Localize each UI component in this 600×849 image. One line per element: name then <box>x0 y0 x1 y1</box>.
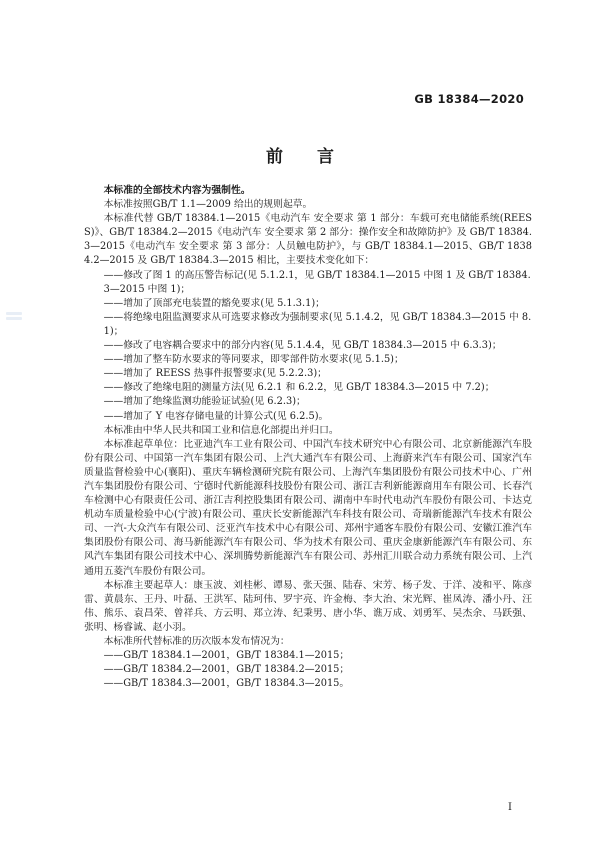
paragraph-mandatory-statement: 本标准的全部技术内容为强制性。 <box>103 185 251 196</box>
change-item: ——增加了整车防水要求的等同要求，即零部件防水要求(见 5.1.5)； <box>103 354 404 366</box>
paragraph-drafting-units: 本标准起草单位：比亚迪汽车工业有限公司、中国汽车技术研究中心有限公司、北京新能源汽车股份有限公司、中国第一汽车集团有限公司、上汽大通汽车有限公司、上海蔚来汽车有限公司、国家汽车质量监督检验中心(襄阳)、重庆车辆检测研究院有限公司、上海汽车集团股份有限公司技术中心、广州汽车集团股份有限公司、宁德时代新能源科技股份有限公司、浙江吉利新能源商用车有限公司、长春汽车检测中心有限责任公司、浙江吉利控股集团有限公司、湖南中车时代电动汽车股份有限公司、卡达克机动车质量检验中心(宁波)有限公司、重庆长安新能源汽车科技有限公司、奇瑞新能源汽车技术有限公司、一汽-大众汽车有限公司、泛亚汽车技术中心有限公司、郑州宇通客车股份有限公司、安徽江淮汽车集团股份有限公司、海马新能源汽车有限公司、华为技术有限公司、重庆金康新能源汽车有限公司、东风汽车集团有限公司技术中心、深圳腾势新能源汽车有限公司、苏州汇川联合动力系统有限公司、上汽通用五菱汽车股份有限公司。 <box>84 438 532 577</box>
change-item: ——修改了绝缘电阻的测量方法(见 6.2.1 和 6.2.2，见 GB/T 18384.3—2015 中 7.2)； <box>103 382 495 394</box>
change-item: ——增加了顶部充电装置的豁免要求(见 5.1.3.1)； <box>103 297 325 309</box>
change-item: ——将绝缘电阻监测要求从可选要求修改为强制要求(见 5.1.4.2，见 GB/T 18384.3—2015 中 8.1)； <box>103 311 532 337</box>
paragraph-proposer: 本标准由中华人民共和国工业和信息化部提出并归口。 <box>103 424 339 436</box>
change-item: ——增加了 REESS 热事件报警要求(见 5.2.2.3)； <box>103 368 327 380</box>
history-item: ——GB/T 18384.1—2001，GB/T 18384.1—2015； <box>103 650 350 662</box>
paragraph-history-intro: 本标准所代替标准的历次版本发布情况为： <box>103 636 290 647</box>
history-item: ——GB/T 18384.2—2001，GB/T 18384.2—2015； <box>103 664 350 676</box>
standard-code: GB 18384—2020 <box>414 92 524 106</box>
changes-list <box>84 269 532 424</box>
paragraph-drafting-rules: 本标准按照GB/T 1.1—2009 给出的规则起草。 <box>103 199 313 211</box>
page-title: 前 言 <box>266 147 348 167</box>
change-item: ——增加了 Y 电容存储电量的计算公式(见 6.2.5)。 <box>103 410 329 422</box>
history-list <box>84 649 532 691</box>
change-item: ——修改了图 1 的高压警告标记(见 5.1.2.1，见 GB/T 18384.1—2015 中图 1 及 GB/T 18384.3—2015 中图 1)； <box>103 269 531 295</box>
side-tab-marker <box>6 310 28 324</box>
paragraph-drafters: 本标准主要起草人：康玉波、刘桂彬、谭易、张天强、陆春、宋芳、杨子发、于洋、凌和平、陈彦雷、黄晨东、王丹、叶磊、王洪军、陆珂伟、罗宇亮、许金梅、李大治、宋光辉、崔凤涛、潘小丹、汪伟、熊乐、袁昌荣、曾祥兵、方云明、郑立涛、纪秉男、唐小华、谯万成、刘勇军、吴杰余、马跃强、张明、杨睿诚、赵小羽。 <box>84 579 532 633</box>
document-body <box>84 184 532 691</box>
paragraph-replacement: 本标准代替 GB/T 18384.1—2015《电动汽车 安全要求 第 1 部分：车载可充电储能系统(REESS)》、GB/T 18384.2—2015《电动汽车 安全要求 第 2 部分：操作安全和故障防护》及 GB/T 18384.3—2015《电动汽车 安全要求 第 3 部分：人员触电防护》，与 GB/T 18384.1—2015、GB/T 18384.2—2015 及 GB/T 18384.3—2015 相比，主要技术变化如下： <box>84 213 532 267</box>
change-item: ——增加了绝缘监测功能验证试验(见 6.2.3)； <box>103 396 306 408</box>
change-item: ——修改了电容耦合要求中的部分内容(见 5.1.4.4，见 GB/T 18384.3—2015 中 6.3.3)； <box>103 340 502 352</box>
page-number: I <box>508 802 512 813</box>
history-item: ——GB/T 18384.3—2001，GB/T 18384.3—2015。 <box>103 678 350 690</box>
